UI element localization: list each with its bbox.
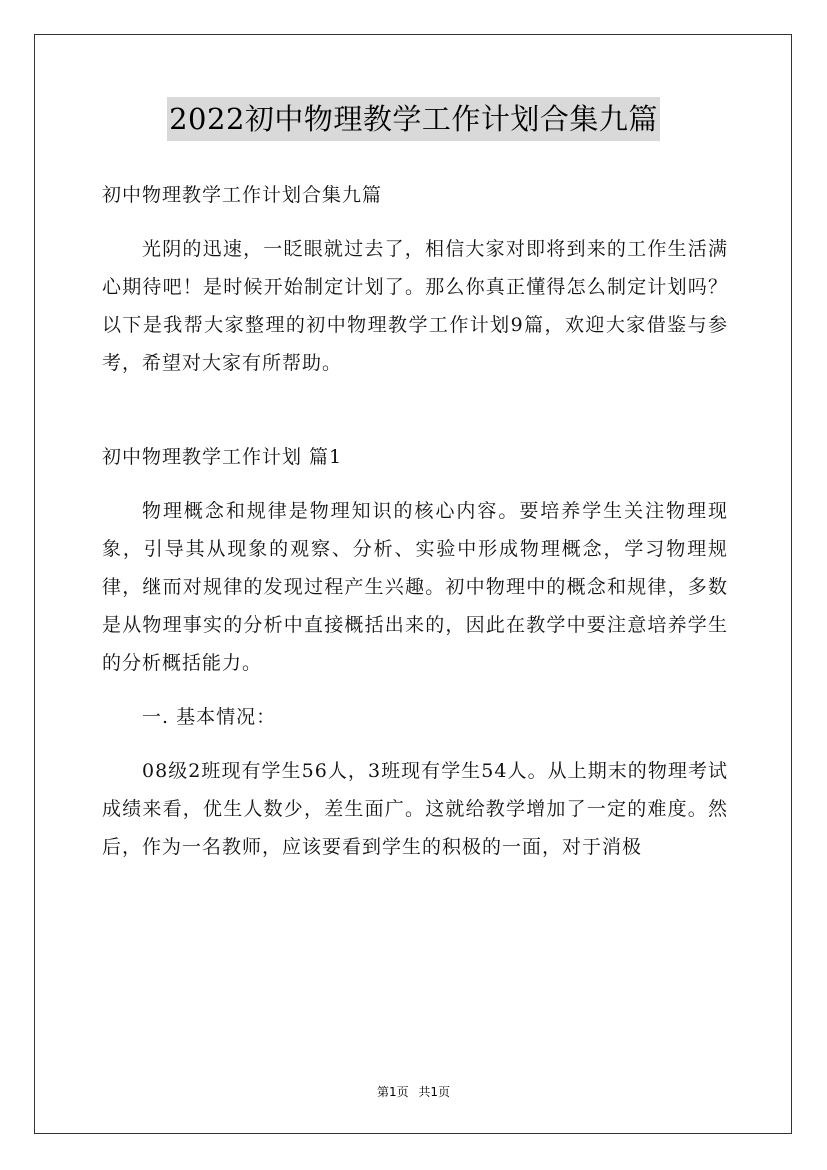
document-subtitle: 初中物理教学工作计划合集九篇: [102, 184, 383, 206]
section-subheading: 一. 基本情况：: [142, 706, 277, 728]
document-body: [102, 176, 728, 866]
spacer: [102, 382, 728, 438]
spacer: [102, 736, 728, 752]
page-number: 第1页: [376, 1085, 409, 1099]
spacer: [102, 682, 728, 698]
section-heading: 初中物理教学工作计划 篇1: [102, 446, 343, 468]
spacer: [102, 476, 728, 492]
section-paragraph: 物理概念和规律是物理知识的核心内容。要培养学生关注物理现象，引导其从现象的观察、分析、实验中形成物理概念，学习物理规律，继而对规律的发现过程产生兴趣。初中物理中的概念和规律，多数是从物理事实的分析中直接概括出来的，因此在教学中要注意培养学生的分析概括能力。: [102, 500, 728, 674]
spacer: [102, 214, 728, 230]
title-container: [0, 97, 827, 141]
document-title: 2022初中物理教学工作计划合集九篇: [167, 97, 660, 141]
page-footer: [0, 1083, 827, 1100]
page-total: 共1页: [418, 1085, 451, 1099]
intro-paragraph: 光阴的迅速，一眨眼就过去了，相信大家对即将到来的工作生活满心期待吧！是时候开始制定计划了。那么你真正懂得怎么制定计划吗？以下是我帮大家整理的初中物理教学工作计划9篇，欢迎大家借鉴与参考，希望对大家有所帮助。: [102, 238, 728, 374]
section-paragraph: 08级2班现有学生56人，3班现有学生54人。从上期末的物理考试成绩来看，优生人数少，差生面广。这就给教学增加了一定的难度。然后，作为一名教师，应该要看到学生的积极的一面，对于消极: [102, 760, 728, 858]
